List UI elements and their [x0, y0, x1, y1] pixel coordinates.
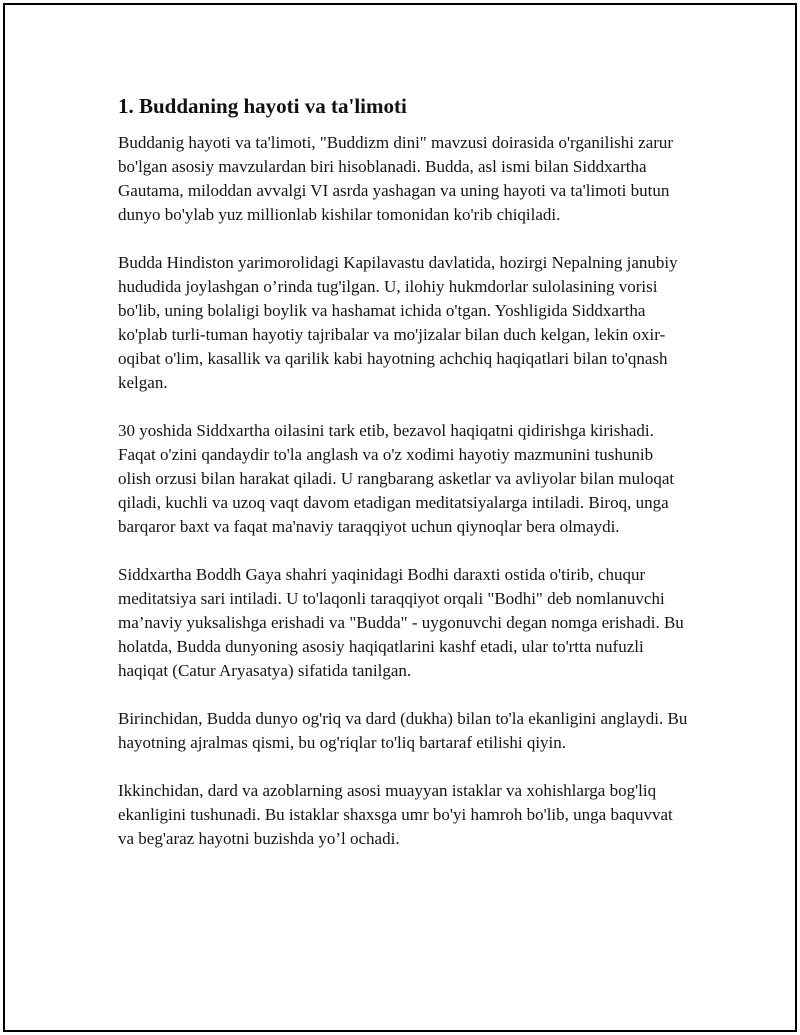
- paragraph-second-truth: Ikkinchidan, dard va azoblarning asosi muayyan istaklar va xohishlarga bog'liq ekanligini tushunadi. Bu istaklar shaxsga umr bo'yi hamroh bo'lib, unga baquvvat va beg'araz hayotni buzishda yo’l ochadi.: [118, 781, 673, 848]
- paragraph-first-truth: Birinchidan, Budda dunyo og'riq va dard (dukha) bilan to'la ekanligini anglaydi. Bu hayotning ajralmas qismi, bu og'riqlar to'liq bartaraf etilishi qiyin.: [118, 709, 688, 752]
- paragraph-intro: Buddanig hayoti va ta'limoti, "Buddizm dini" mavzusi doirasida o'rganilishi zarur bo'lgan asosiy mavzulardan biri hisoblanadi. Budda, asl ismi bilan Siddxartha Gautama, miloddan avvalgi VI asrda yashagan va uning hayoti va ta'limoti butun dunyo bo'ylab yuz millionlab kishilar tomonidan ko'rib chiqiladi.: [118, 133, 674, 224]
- paragraph-birth: Budda Hindiston yarimorolidagi Kapilavastu davlatida, hozirgi Nepalning janubiy hududida joylashgan o’rinda tug'ilgan. U, ilohiy hukmdorlar sulolasining vorisi bo'lib, uning bolaligi boylik va hashamat ichida o'tgan. Yoshligida Siddxartha ko'plab turli-tuman hayotiy tajribalar va mo'jizalar bilan duch kelgan, lekin oxir-oqibat o'lim, kasallik va qarilik kabi hayotning achchiq haqiqatlari bilan to'qnash kelgan.: [118, 253, 678, 392]
- document-body: [118, 92, 688, 875]
- paragraph-enlightenment: Siddxartha Boddh Gaya shahri yaqinidagi Bodhi daraxti ostida o'tirib, chuqur meditatsiya sari intiladi. U to'laqonli taraqqiyot orqali "Bodhi" deb nomlanuvchi ma’naviy yuksalishga erishadi va "Budda" - uygonuvchi degan nomga erishadi. Bu holatda, Budda dunyoning asosiy haqiqatlarini kashf etadi, ular to'rtta nufuzli haqiqat (Catur Aryasatya) sifatida tanilgan.: [118, 565, 684, 680]
- section-title: 1. Buddaning hayoti va ta'limoti: [118, 94, 407, 118]
- paragraph-search: 30 yoshida Siddxartha oilasini tark etib, bezavol haqiqatni qidirishga kirishadi. Faqat o'zini qandaydir to'la anglash va o'z xodimi hayotiy mazmunini tushunib olish orzusi bilan harakat qiladi. U rangbarang asketlar va avliyolar bilan muloqat qiladi, kuchli va uzoq vaqt davom etadigan meditatsiyalarga intiladi. Biroq, unga barqaror baxt va faqat ma'naviy taraqqiyot uchun qiynoqlar bera olmaydi.: [118, 421, 675, 536]
